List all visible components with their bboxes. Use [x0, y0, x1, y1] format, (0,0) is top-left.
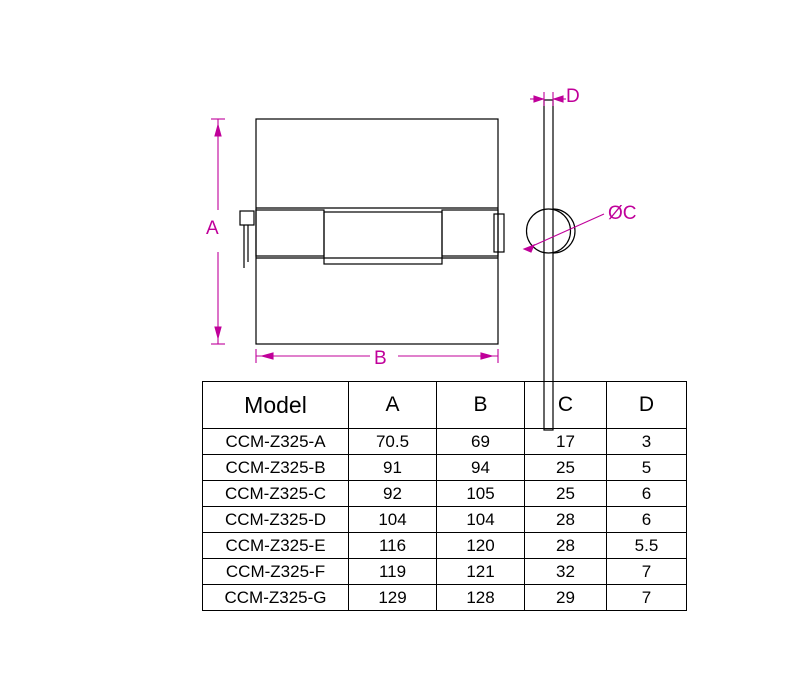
cell-c: 17	[525, 429, 607, 455]
table-row	[203, 507, 687, 533]
front-view-outline	[240, 119, 504, 344]
cell-c: 28	[525, 507, 607, 533]
cell-a: 92	[349, 481, 437, 507]
cell-b: 94	[437, 455, 525, 481]
cell-d: 5.5	[607, 533, 687, 559]
cell-d: 7	[607, 559, 687, 585]
dimension-label-d: D	[566, 86, 580, 107]
table-row	[203, 481, 687, 507]
table-row	[203, 585, 687, 611]
cell-a: 104	[349, 507, 437, 533]
cell-d: 7	[607, 585, 687, 611]
cell-d: 3	[607, 429, 687, 455]
cell-c: 29	[525, 585, 607, 611]
cell-d: 6	[607, 507, 687, 533]
cell-d: 6	[607, 481, 687, 507]
cell-b: 105	[437, 481, 525, 507]
cell-a: 91	[349, 455, 437, 481]
cell-b: 120	[437, 533, 525, 559]
table-row	[203, 429, 687, 455]
cell-b: 121	[437, 559, 525, 585]
table-row	[203, 559, 687, 585]
cell-c: 28	[525, 533, 607, 559]
cell-b: 128	[437, 585, 525, 611]
table-header-model: Model	[203, 382, 349, 429]
table-header-a: A	[349, 382, 437, 429]
cell-model: CCM-Z325-F	[203, 559, 349, 585]
cell-b: 69	[437, 429, 525, 455]
dimension-label-c: ØC	[608, 203, 637, 224]
dimension-label-a: A	[206, 218, 219, 239]
cell-model: CCM-Z325-C	[203, 481, 349, 507]
specification-table	[202, 381, 687, 611]
table-header-b: B	[437, 382, 525, 429]
cell-c: 32	[525, 559, 607, 585]
cell-model: CCM-Z325-D	[203, 507, 349, 533]
table-row	[203, 533, 687, 559]
cell-a: 70.5	[349, 429, 437, 455]
cell-d: 5	[607, 455, 687, 481]
dimension-label-b: B	[374, 348, 387, 369]
cell-b: 104	[437, 507, 525, 533]
cell-a: 116	[349, 533, 437, 559]
table-header-d: D	[607, 382, 687, 429]
cell-model: CCM-Z325-A	[203, 429, 349, 455]
cell-a: 119	[349, 559, 437, 585]
cell-c: 25	[525, 481, 607, 507]
cell-model: CCM-Z325-B	[203, 455, 349, 481]
cell-a: 129	[349, 585, 437, 611]
table-row	[203, 455, 687, 481]
cell-model: CCM-Z325-G	[203, 585, 349, 611]
cell-c: 25	[525, 455, 607, 481]
cell-model: CCM-Z325-E	[203, 533, 349, 559]
table-header-row	[203, 382, 687, 429]
table-header-c: C	[525, 382, 607, 429]
dimension-lines	[211, 92, 604, 363]
